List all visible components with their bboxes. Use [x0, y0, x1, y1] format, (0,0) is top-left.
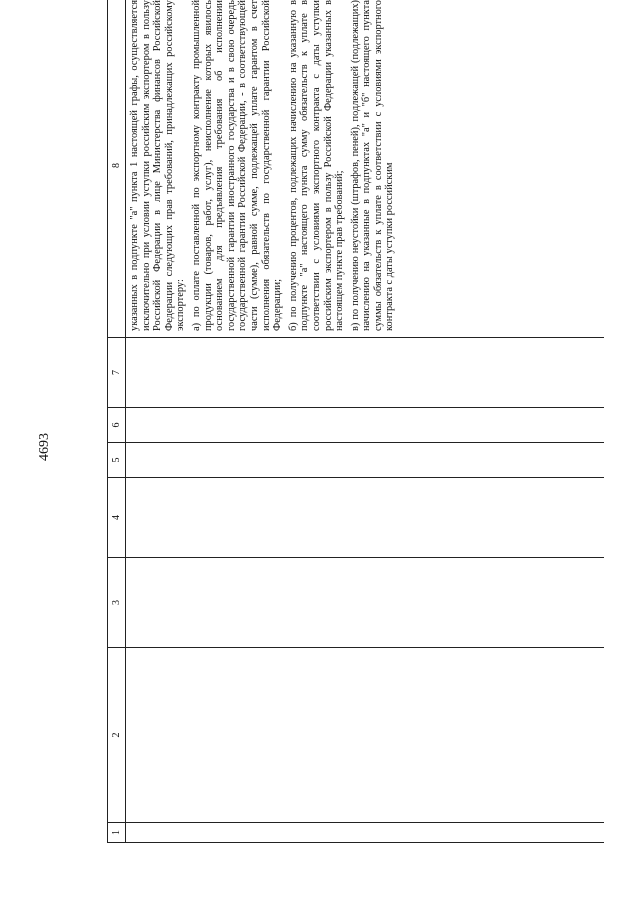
column-header-8: 8 — [108, 0, 126, 338]
page-number: 4693 — [37, 433, 52, 461]
paragraph-intro: указанных в подпункте "а" пункта 1 настоящей графы, осуществляется исключительно при условии уступки российским экспортером в пользу Российской Федерации в лице Министерства финансов Российской Федерации следующих прав требований, принадлежащих российскому экспортеру: — [129, 0, 187, 331]
column-header-2: 2 — [108, 648, 126, 823]
table-cell-col1 — [126, 823, 605, 843]
paragraph-item-v: в) по получению неустойки (штрафов, пеней), подлежащей (подлежащих) начислению на указанные в подпунктах "а" и "б" настоящего пункта суммы обязательств к уплате в соответствии с условиями экспортного контракта с даты уступки российским — [349, 0, 396, 331]
column-header-6: 6 — [108, 408, 126, 443]
table-cell-col5 — [126, 443, 605, 478]
column-header-3: 3 — [108, 558, 126, 648]
table-cell-col2 — [126, 648, 605, 823]
table-cell-col3 — [126, 558, 605, 648]
column-header-4: 4 — [108, 478, 126, 558]
table-row — [126, 0, 605, 843]
data-table — [107, 0, 604, 843]
column-header-7: 7 — [108, 338, 126, 408]
table-cell-col7 — [126, 338, 605, 408]
table-cell-col8 — [126, 0, 605, 338]
column-header-1: 1 — [108, 823, 126, 843]
paragraph-item-b: б) по получению процентов, подлежащих начислению на указанную в подпункте "а" настоящего пункта сумму обязательств к уплате в соответствии с условиями экспортного контракта с даты уступки российским экспортером в пользу Российской Федерации указанных в настоящем пункте прав требований; — [287, 0, 346, 331]
table-cell-col4 — [126, 478, 605, 558]
table-header-row — [108, 0, 126, 843]
rotated-page-content — [107, 0, 597, 843]
table-cell-col6 — [126, 408, 605, 443]
paragraph-item-a: а) по оплате поставленной по экспортному контракту промышленной продукции (товаров, работ, услуг), неисполнение которых явилось основанием для предъявления требования об исполнении государственной гарантии иностранного государства и в свою очередь государственной гарантии Российской Федерации, - в соответствующей части (сумме), равной сумме, подлежащей уплате гарантом в счет исполнения обязательств по государственной гарантии Российской Федерации; — [190, 0, 284, 331]
column-header-5: 5 — [108, 443, 126, 478]
